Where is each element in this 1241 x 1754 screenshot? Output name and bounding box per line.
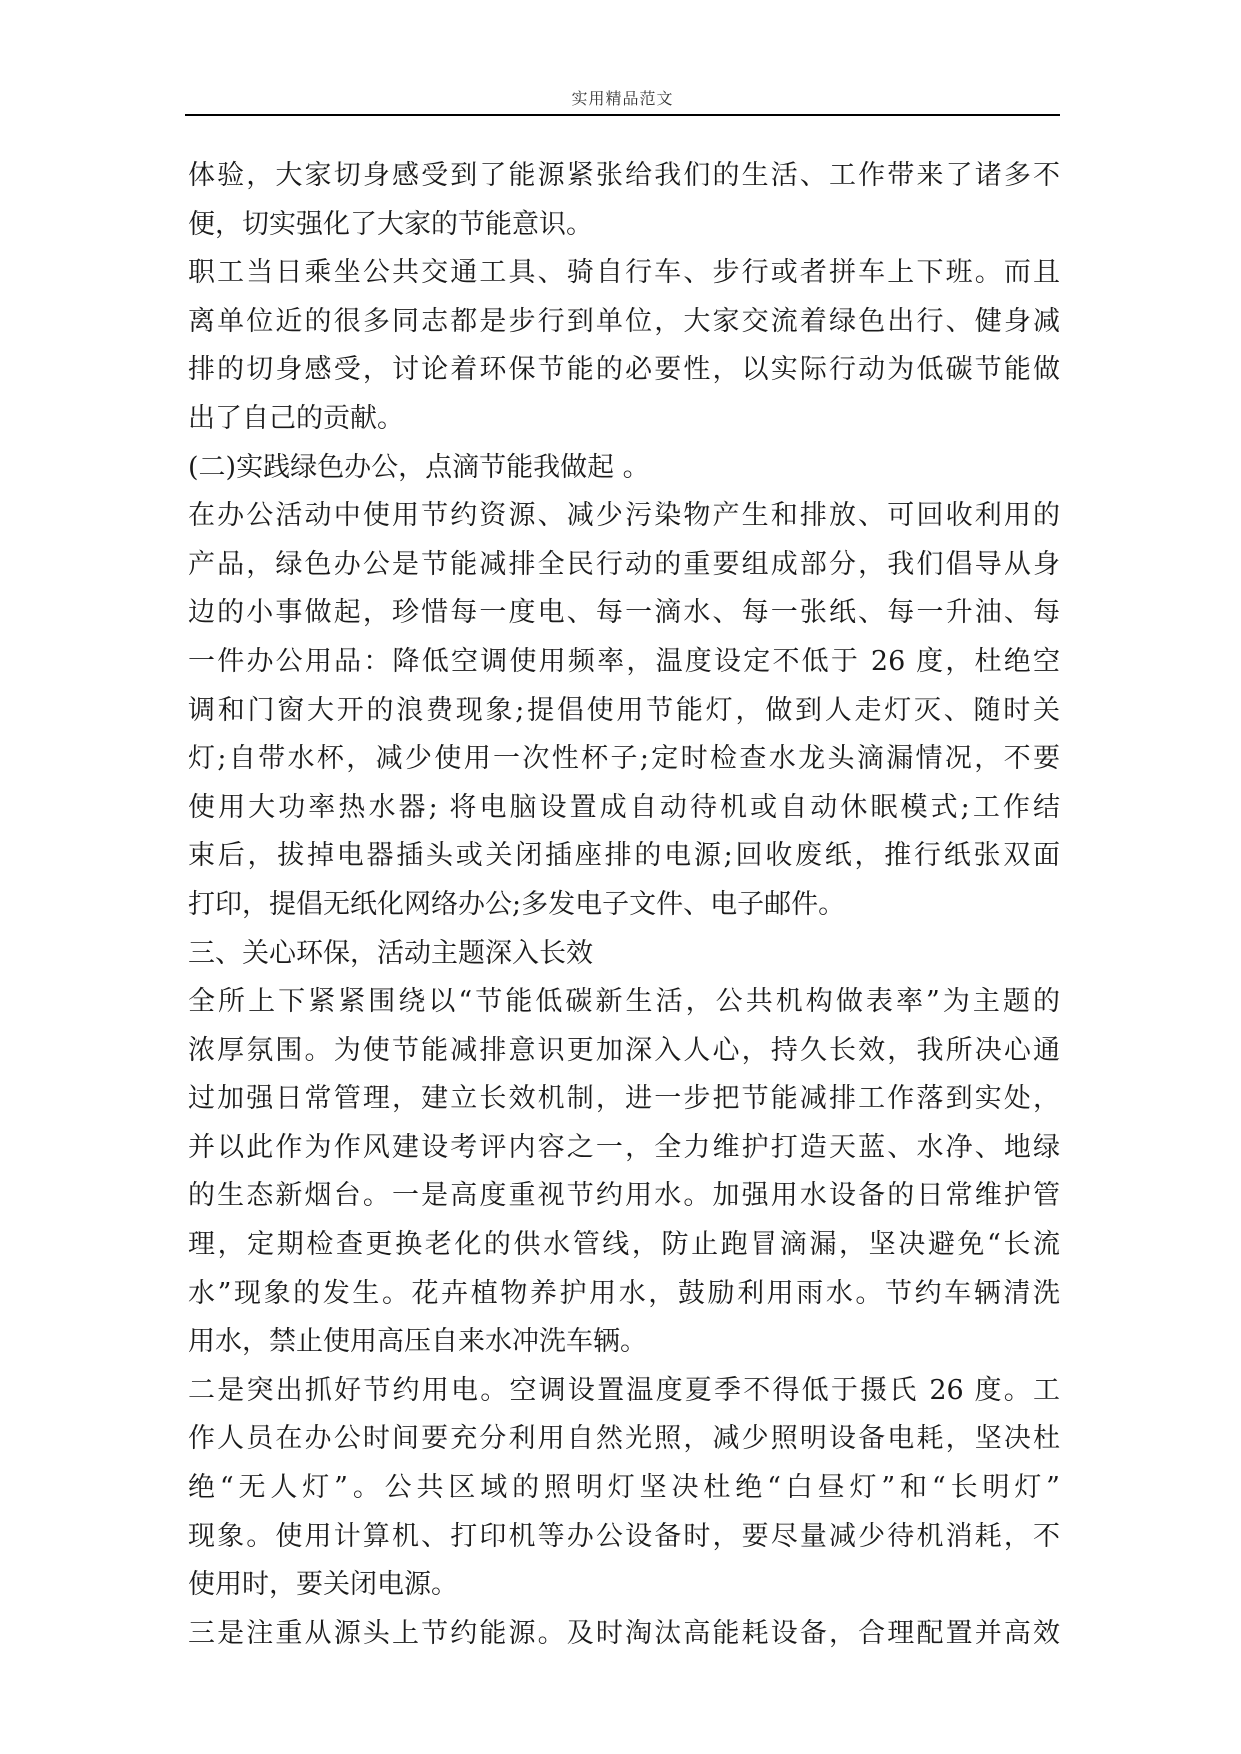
text-line: 在办公活动中使用节约资源、减少污染物产生和排放、可回收利用的 — [188, 500, 1060, 532]
text-line: 现象。使用计算机、打印机等办公设备时，要尽量减少待机消耗，不 — [188, 1520, 1060, 1552]
text-line: 出了自己的贡献。 — [188, 402, 404, 434]
text-line: 束后，拔掉电器插头或关闭插座排的电源;回收废纸，推行纸张双面 — [188, 840, 1060, 872]
text-line: (二)实践绿色办公，点滴节能我做起 。 — [188, 451, 650, 483]
text-line: 绝“无人灯”。公共区域的照明灯坚决杜绝“白昼灯”和“长明灯” — [188, 1472, 1060, 1504]
text-line: 三是注重从源头上节约能源。及时淘汰高能耗设备，合理配置并高效 — [188, 1617, 1060, 1649]
text-line: 的生态新烟台。一是高度重视节约用水。加强用水设备的日常维护管 — [188, 1180, 1060, 1212]
text-line: 一件办公用品：降低空调使用频率，温度设定不低于 26 度，杜绝空 — [188, 645, 1060, 677]
text-line: 边的小事做起，珍惜每一度电、每一滴水、每一张纸、每一升油、每 — [188, 597, 1060, 629]
text-line: 调和门窗大开的浪费现象;提倡使用节能灯，做到人走灯灭、随时关 — [188, 694, 1060, 726]
text-line: 过加强日常管理，建立长效机制，进一步把节能减排工作落到实处， — [188, 1083, 1060, 1115]
text-line: 使用大功率热水器; 将电脑设置成自动待机或自动休眠模式;工作结 — [188, 791, 1060, 823]
page-header: 实用精品范文 — [571, 89, 674, 108]
document-body — [188, 152, 1060, 1658]
text-line: 打印，提倡无纸化网络办公;多发电子文件、电子邮件。 — [188, 888, 846, 920]
text-line: 作人员在办公时间要充分利用自然光照，减少照明设备电耗，坚决杜 — [188, 1423, 1060, 1455]
text-line: 便，切实强化了大家的节能意识。 — [188, 208, 593, 240]
text-line: 用水，禁止使用高压自来水冲洗车辆。 — [188, 1326, 647, 1358]
text-line: 二是突出抓好节约用电。空调设置温度夏季不得低于摄氏 26 度。工 — [188, 1374, 1060, 1406]
text-line: 使用时，要关闭电源。 — [188, 1569, 458, 1601]
text-line: 全所上下紧紧围绕以“节能低碳新生活，公共机构做表率”为主题的 — [188, 986, 1060, 1018]
text-line: 灯;自带水杯，减少使用一次性杯子;定时检查水龙头滴漏情况，不要 — [188, 743, 1060, 775]
text-line: 理，定期检查更换老化的供水管线，防止跑冒滴漏，坚决避免“长流 — [188, 1229, 1060, 1261]
text-line: 产品，绿色办公是节能减排全民行动的重要组成部分，我们倡导从身 — [188, 548, 1060, 580]
text-line: 浓厚氛围。为使节能减排意识更加深入人心，持久长效，我所决心通 — [188, 1034, 1060, 1066]
text-line: 排的切身感受，讨论着环保节能的必要性，以实际行动为低碳节能做 — [188, 354, 1060, 386]
text-line: 职工当日乘坐公共交通工具、骑自行车、步行或者拼车上下班。而且 — [188, 257, 1060, 289]
header-divider — [185, 114, 1060, 116]
text-line: 三、关心环保，活动主题深入长效 — [188, 937, 593, 969]
text-line: 并以此作为作风建设考评内容之一，全力维护打造天蓝、水净、地绿 — [188, 1131, 1060, 1163]
text-line: 体验，大家切身感受到了能源紧张给我们的生活、工作带来了诸多不 — [188, 160, 1060, 191]
text-line: 离单位近的很多同志都是步行到单位，大家交流着绿色出行、健身减 — [188, 305, 1060, 337]
text-line: 水”现象的发生。花卉植物养护用水，鼓励利用雨水。节约车辆清洗 — [188, 1277, 1060, 1309]
